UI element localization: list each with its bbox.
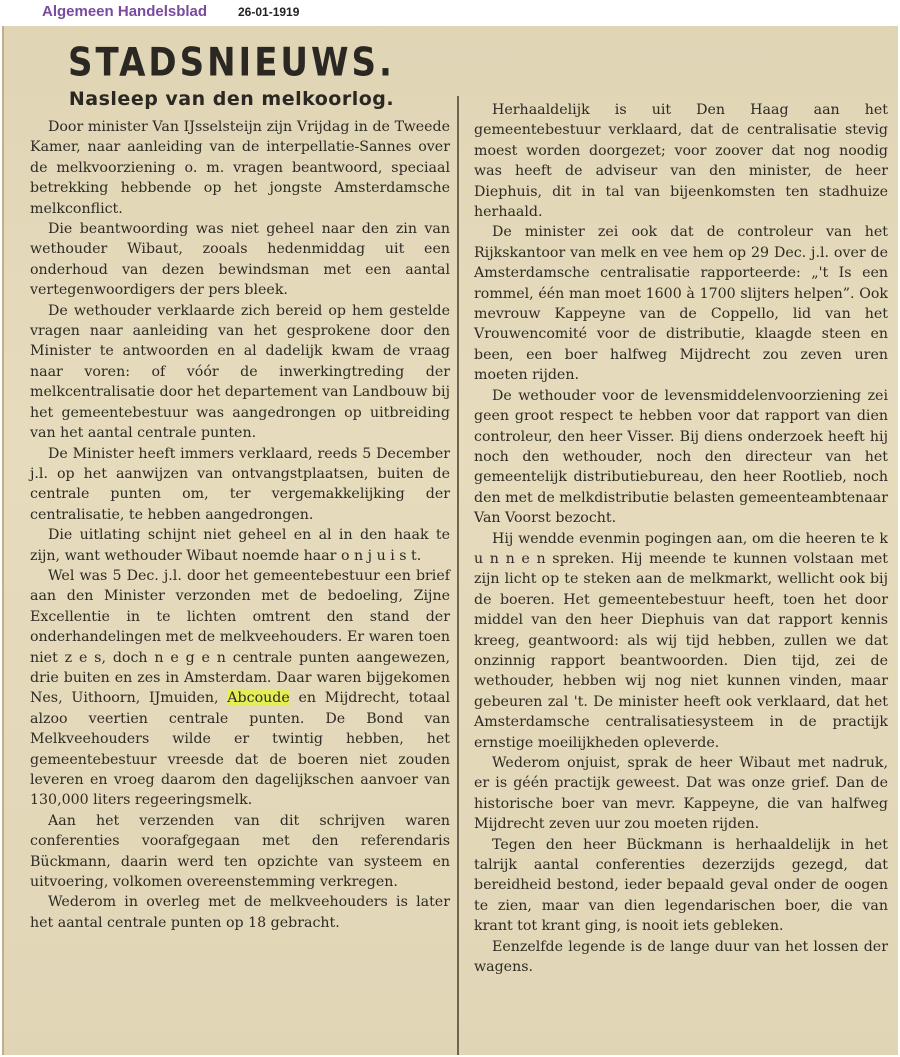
highlighted-search-term: Abcoude (227, 690, 290, 707)
column-divider (457, 96, 459, 1055)
paragraph: De Minister heeft immers verklaard, reeds 5 December j.l. op het aanwijzen van ontvangstplaatsen, buiten de centrale punten om, ter vergemakkelijking der centralisatie, te hebben aangedrongen. (30, 445, 450, 523)
paragraph: De wethouder verklaarde zich bereid op hem gestelde vragen naar aanleiding van het gesprokene door den Minister te antwoorden en al dadelijk kwam de vraag naar voren: of vóór de inwerkingtreding der melkcentralisatie door het departement van Landbouw bij het gemeentebestuur was aangedrongen op uitbreiding van het aantal centrale punten. (30, 302, 450, 442)
paragraph: De wethouder voor de levensmiddelenvoorziening zei geen groot respect te hebben voor dat rapport van dien controleur, den heer Visser. Bij diens onderzoek heeft hij noch den wethouder, noch den directeur van het gemeentelijk distributiebureau, den heer Rootlieb, noch den met de melkdistributie belasten gemeenteambtenaar Van Voorst bezocht. (474, 387, 888, 527)
paragraph: De minister zei ook dat de controleur van het Rijkskantoor van melk en vee hem op 29 Dec. j.l. over de Amsterdamsche centralisatie rapporteerde: „'t Is een rommel, één man moet 1600 à 1700 slijters helpen”. Ook mevrouw Kappeyne van de Coppello, lid van het Vrouwencomité voor de distributie, klaagde steen en been, een boer halfweg Mijdrecht zou zeven uren moeten rijden. (474, 224, 888, 384)
paragraph: Hij wendde evenmin pogingen aan, om die heeren te k u n n e n spreken. Hij meende te kunnen volstaan met zijn licht op te steken aan de melkmarkt, wellicht ook bij de boeren. Het gemeentebestuur heeft, toen het door middel van den heer Diephuis van dat rapport kennis kreeg, geantwoord: als wij tijd hebben, zullen we dat onzinnig rapport beantwoorden. Dien tijd, zei de wethouder, hebben wij nog niet kunnen vinden, maar gebeuren zal 't. De minister heeft ook verklaard, dat het Amsterdamsche centralisatiesysteem in de practijk ernstige moeilijkheden opleverde. (474, 530, 888, 751)
paragraph: Herhaaldelijk is uit Den Haag aan het gemeentebestuur verklaard, dat de centralisatie stevig moest worden doorgezet; voor zoover dat nog noodig was heeft de adviseur van den minister, de heer Diephuis, dit in tal van bijeenkomsten ten stadhuize herhaald. (474, 102, 888, 221)
section-title: STADSNIEUWS. (68, 40, 395, 86)
left-column (30, 117, 450, 933)
paragraph: Wederom onjuist, sprak de heer Wibaut met nadruk, er is géén practijk geweest. Dat was onze grief. Dan de historische boer van mevr. Kappeyne, die van halfweg Mijdrecht zeven uur zou moeten rijden. (474, 755, 888, 833)
paragraph: Die beantwoording was niet geheel naar den zin van wethouder Wibaut, zooals hedenmiddag uit een onderhoud van dezen bewindsman met een aantal vertegenwoordigers der pers bleek. (30, 221, 450, 299)
source-bar (0, 0, 900, 26)
paragraph-text: en Mijdrecht, totaal alzoo veertien centrale punten. De Bond van Melkveehouders wilde er twintig hebben, het gemeentebestuur vreesde dat de boeren niet zouden leveren en vroeg daarom den dagelijkschen aanvoer van 130,000 liters regeeringsmelk. (30, 690, 450, 809)
paragraph (30, 566, 450, 811)
right-column (474, 100, 888, 977)
newspaper-clipping (2, 26, 898, 1055)
paragraph: Door minister Van IJsselsteijn zijn Vrijdag in de Tweede Kamer, naar aanleiding van de interpellatie-Sannes over de melkvoorziening o. m. vragen beantwoord, speciaal betrekking hebbende op het jongste Amsterdamsche melkconflict. (30, 119, 450, 217)
article-headline: Nasleep van den melkoorlog. (68, 88, 395, 110)
publication-date: 26-01-1919 (238, 5, 300, 19)
newspaper-masthead[interactable]: Algemeen Handelsblad (42, 3, 208, 20)
paragraph: Eenzelfde legende is de lange duur van het lossen der wagens. (474, 938, 888, 976)
paragraph: Wederom in overleg met de melkveehouders is later het aantal centrale punten op 18 gebracht. (30, 894, 450, 931)
paragraph: Die uitlating schijnt niet geheel en al in den haak te zijn, want wethouder Wibaut noemde haar o n j u i s t. (30, 527, 450, 564)
paragraph-text: Wel was 5 Dec. j.l. door het gemeentebestuur een brief aan den Minister verzonden met de bedoeling, Zijne Excellentie in te lichten omtrent den stand der onderhandelingen met de melkveehouders. Er waren toen niet z e s, doch n e g e n centrale punten aangewezen, drie buiten en zes in Amsterdam. Daar waren bijgekomen Nes, Uithoorn, IJmuiden, (30, 567, 450, 707)
paragraph: Aan het verzenden van dit schrijven waren conferenties voorafgegaan met den referendaris Bückmann, daarin werd ten opzichte van systeem en uitvoering, volkomen overeenstemming verkregen. (30, 812, 450, 891)
paragraph: Tegen den heer Bückmann is herhaaldelijk in het talrijk aantal conferenties dezerzijds gezegd, dat bereidheid bestond, ieder bepaald geval onder de oogen te zien, maar van dien legendarischen boer, die van krant tot krant ging, is nooit iets gebleken. (474, 836, 888, 935)
